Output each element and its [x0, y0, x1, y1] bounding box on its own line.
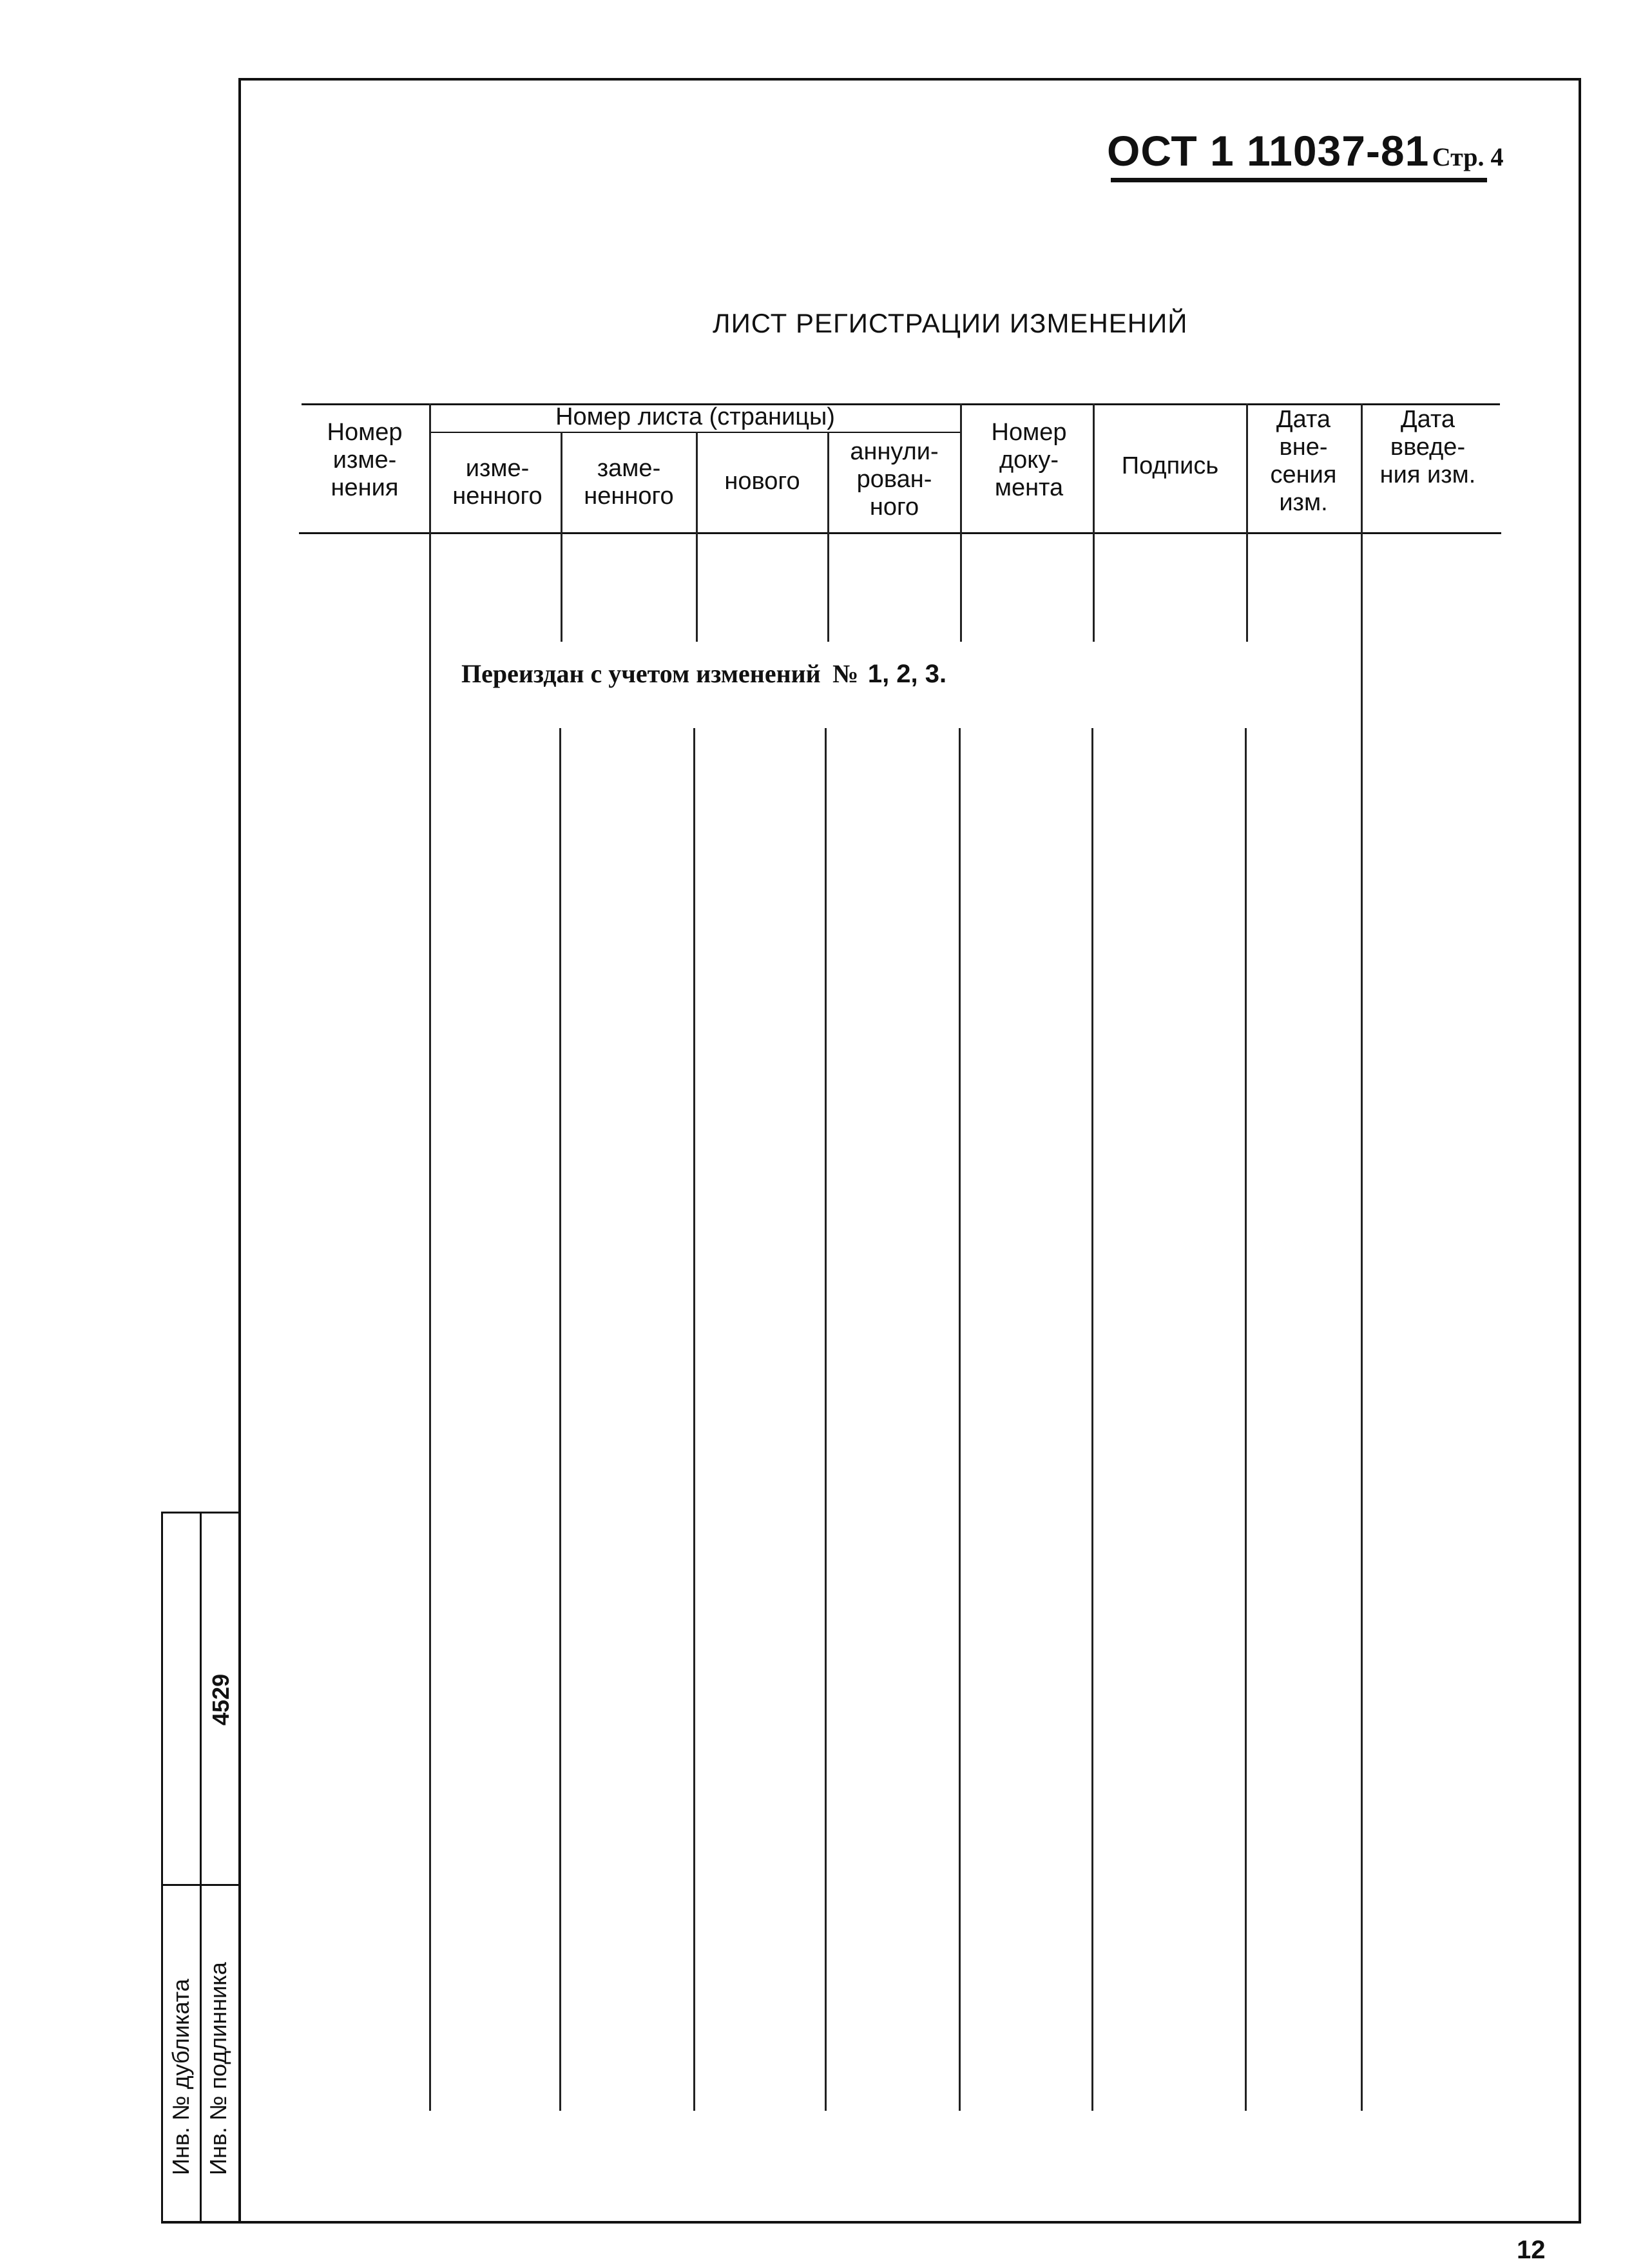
page-number: 12 — [1517, 2236, 1546, 2264]
col-divider — [960, 403, 962, 532]
col-divider — [1361, 403, 1363, 532]
stamp-divider — [161, 1884, 240, 1886]
col-divider — [1246, 532, 1248, 642]
col-divider — [561, 432, 562, 532]
col-divider — [696, 532, 698, 642]
col-divider — [1361, 532, 1363, 2111]
stamp-left — [161, 1512, 163, 2223]
header-intro-date: Дата введе- ния изм. — [1379, 406, 1476, 488]
col-divider — [693, 728, 695, 2111]
side-stamp — [161, 1512, 238, 2223]
frame-left — [238, 78, 241, 2224]
col-divider — [429, 532, 431, 2111]
header-document-number: Номер доку- мента — [991, 419, 1067, 501]
header-signature: Подпись — [1121, 452, 1219, 479]
page-label: Стр. 4 — [1432, 142, 1504, 171]
stamp-middle — [200, 1512, 202, 2223]
col-divider — [1246, 403, 1248, 532]
col-divider — [827, 532, 829, 642]
table-header-bottom-rule — [299, 532, 1501, 534]
col-divider — [561, 532, 562, 642]
col-divider — [1245, 728, 1247, 2111]
document-header — [1107, 126, 1504, 175]
header-change-number: Номер изме- нения — [327, 419, 403, 501]
number-sign: № — [832, 659, 859, 688]
col-divider — [959, 728, 961, 2111]
original-inventory-value: 4529 — [207, 1673, 234, 1725]
page-title: ЛИСТ РЕГИСТРАЦИИ ИЗМЕНЕНИЙ — [713, 308, 1188, 338]
col-divider — [1091, 728, 1093, 2111]
col-divider — [825, 728, 827, 2111]
col-divider — [559, 728, 561, 2111]
header-entry-date: Дата вне- сения изм. — [1270, 406, 1337, 516]
col-divider — [827, 432, 829, 532]
header-annulled: аннули- рован- ного — [850, 438, 939, 521]
col-divider — [960, 532, 962, 642]
frame-right — [1579, 78, 1581, 2224]
header-sheet-number-group: Номер листа (страницы) — [555, 403, 835, 430]
duplicate-inventory-label: Инв. № дубликата — [168, 1979, 194, 2175]
reissue-note-text: Переиздан с учетом изменений — [461, 659, 821, 688]
header-replaced: заме- ненного — [584, 455, 674, 510]
frame-bottom — [161, 2221, 1581, 2224]
reissue-note — [461, 658, 946, 689]
col-divider — [1093, 532, 1095, 642]
header-underline — [1111, 178, 1487, 182]
frame-top — [240, 78, 1581, 81]
header-changed: изме- ненного — [452, 455, 543, 510]
change-numbers: 1, 2, 3. — [867, 660, 947, 688]
original-inventory-label: Инв. № подлинника — [205, 1962, 231, 2175]
header-new: нового — [724, 468, 800, 495]
document-code: ОСТ 1 11037-81 — [1107, 127, 1430, 175]
